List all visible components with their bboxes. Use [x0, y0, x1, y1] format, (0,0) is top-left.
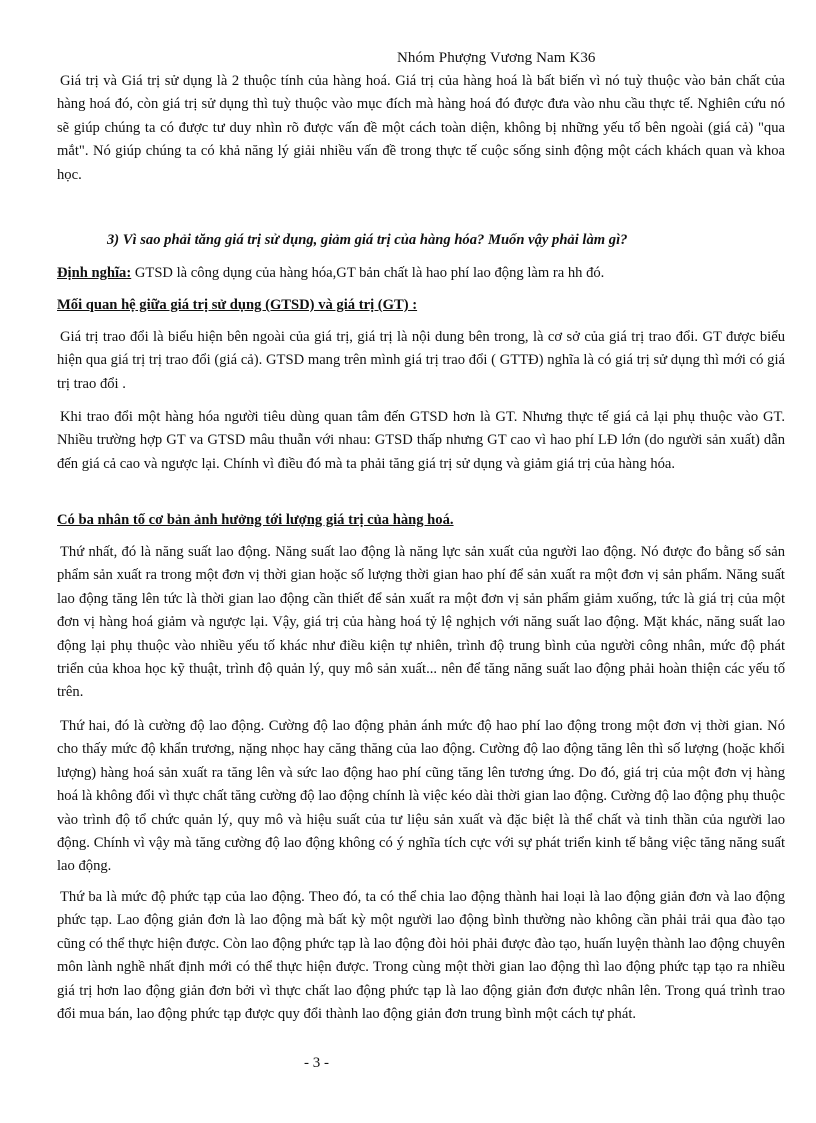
- page-number: - 3 -: [304, 1055, 329, 1071]
- definition-text: GTSD là công dụng của hàng hóa,GT bản chất là hao phí lao động làm ra hh đó.: [131, 265, 605, 281]
- definition-line: [57, 265, 604, 282]
- factors-heading: Có ba nhân tố cơ bản ảnh hưởng tới lượng giá trị của hàng hoá.: [57, 512, 454, 528]
- relation-paragraph-1: Giá trị trao đổi là biểu hiện bên ngoài của giá trị, giá trị là nội dung bên trong, là cơ sở của giá trị trao đổi. GT được biểu hiện qua giá trị trị trao đổi (giá cả). GTSD mang trên mình giá trị trao đổi ( GTTĐ) nghĩa là có giá trị sử dụng thì mới có giá trị trao đổi .: [57, 329, 785, 392]
- section-heading: 3) Vì sao phải tăng giá trị sử dụng, giảm giá trị của hàng hóa? Muốn vậy phải làm gì?: [107, 232, 628, 248]
- factor-paragraph-2: Thứ hai, đó là cường độ lao động. Cường độ lao động phản ánh mức độ hao phí lao động trong một đơn vị thời gian. Nó cho thấy mức độ khẩn trương, nặng nhọc hay căng thăng của lao động. Cường độ lao động tăng lên thì số lượng (hoặc khối lượng) hàng hoá sản xuất ra tăng lên và sức lao động hao phí cũng tăng lên tương ứng. Do đó, giá trị của một đơn vị hàng hoá là không đổi vì thực chất tăng cường độ lao động chính là việc kéo dài thời gian lao động. Cường độ lao động phụ thuộc vào trình độ tổ chức quản lý, quy mô và hiệu suất của tư liệu sản xuất và đặc biệt là thể chất và tinh thần của người lao động. Chính vì vậy mà tăng cường độ lao động không có ý nghĩa tích cực với sự phát triển kinh tế bằng việc tăng năng suất lao động.: [57, 718, 785, 875]
- relation-heading: Mối quan hệ giữa giá trị sử dụng (GTSD) và giá trị (GT) :: [57, 297, 418, 313]
- intro-paragraph: Giá trị và Giá trị sử dụng là 2 thuộc tính của hàng hoá. Giá trị của hàng hoá là bất biến vì nó tuỳ thuộc vào bản chất của hàng hoá đó, còn giá trị sử dụng thì tuỳ thuộc vào mục đích mà hàng hoá đó được đưa vào nhu cầu thực tế. Nghiên cứu nó sẽ giúp chúng ta có được tư duy nhìn rõ được vấn đề một cách toàn diện, không bị những yếu tố bên ngoài (giá cả) "qua mắt". Nó giúp chúng ta có khả năng lý giải nhiều vấn đề trong thực tế cuộc sống sinh động một cách khách quan và khoa học.: [57, 73, 785, 183]
- page-header: Nhóm Phượng Vương Nam K36: [397, 50, 596, 66]
- relation-paragraph-2: Khi trao đổi một hàng hóa người tiêu dùng quan tâm đến GTSD hơn là GT. Nhưng thực tế giá cả lại phụ thuộc vào GT. Nhiều trường hợp GT va GTSD mâu thuẫn với nhau: GTSD thấp nhưng GT cao vì hao phí LĐ lớn (do người sản xuất) dẫn đến giá cả cao và ngược lại. Chính vì điều đó mà ta phải tăng giá trị sử dụng và giảm giá trị của hàng hóa.: [57, 409, 785, 472]
- factor-paragraph-3: Thứ ba là mức độ phức tạp của lao động. Theo đó, ta có thể chia lao động thành hai loại là lao động giản đơn và lao động phức tạp. Lao động giản đơn là lao động mà bất kỳ một người lao động bình thường nào không cần phải trải qua đào tạo cũng có thể thực hiện được. Còn lao động phức tạp là lao động đòi hỏi phải được đào tạo, huấn luyện thành lao động chuyên môn lành nghề nhất định mới có thể thực hiện được. Trong cùng một thời gian lao động thì lao động phức tạp tạo ra nhiều giá trị hơn lao động giản đơn bởi vì thực chất lao động phức tạp là lao động giản đơn được nhân lên. Trong quá trình trao đổi mua bán, lao động phức tạp được quy đổi thành lao động giản đơn trung bình một cách tự phát.: [57, 889, 785, 1023]
- factor-paragraph-1: Thứ nhất, đó là năng suất lao động. Năng suất lao động là năng lực sản xuất của người lao động. Nó được đo bằng số sản phẩm sản xuất ra trong một đơn vị thời gian hoặc số lượng thời gian hao phí để sản xuất ra một đơn vị sản phẩm. Năng suất lao động tăng lên tức là thời gian lao động cần thiết để sản xuất ra một đơn vị sản phẩm giảm xuống, tức là giá trị của một đơn vị hàng hoá giảm và ngược lại. Vậy, giá trị của hàng hoá tỷ lệ nghịch với năng suất lao động. Mặt khác, năng suất lao động lại phụ thuộc vào nhiều yếu tố khác như điều kiện tự nhiên, trình độ trung bình của người công nhân, mức độ phát triển của khoa học kỹ thuật, trình độ quản lý, quy mô sản xuất... nên để tăng năng suất lao động phải hoàn thiện các yếu tố trên.: [57, 544, 785, 701]
- definition-label: Định nghĩa:: [57, 265, 132, 281]
